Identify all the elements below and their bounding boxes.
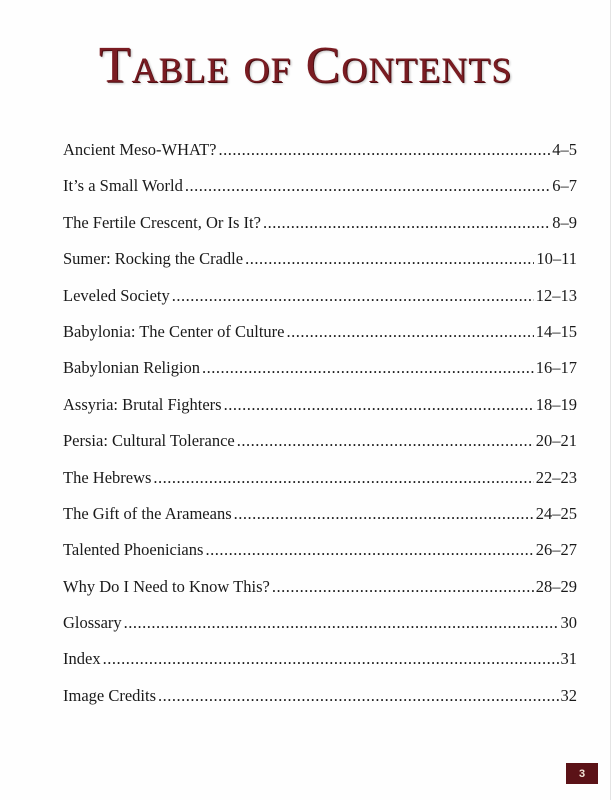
toc-entry-title: The Fertile Crescent, Or Is It? [63, 212, 261, 232]
page-number: 3 [578, 767, 586, 780]
toc-entry [63, 431, 577, 467]
toc-dot-leader [263, 213, 550, 233]
toc-entry-pages: 30 [560, 613, 577, 633]
toc-entry-title: The Gift of the Arameans [63, 503, 232, 523]
toc-dot-leader [124, 613, 559, 633]
toc-entry-title: Why Do I Need to Know This? [63, 576, 270, 596]
toc-entry-pages: 18–19 [535, 394, 577, 414]
toc-entry-pages: 26–27 [535, 540, 577, 560]
toc-entry-pages: 16–17 [535, 358, 577, 378]
toc-entry [63, 395, 577, 431]
toc-entry-title: Assyria: Brutal Fighters [63, 394, 222, 414]
toc-entry-title: The Hebrews [63, 467, 152, 487]
toc-entry-pages: 22–23 [535, 467, 577, 487]
toc-entry-pages: 32 [560, 685, 577, 705]
toc-entry-title: It’s a Small World [63, 176, 183, 196]
toc-entry-pages: 10–11 [536, 249, 577, 269]
toc-entry-title: Index [63, 649, 101, 669]
toc-dot-leader [158, 686, 558, 706]
toc-entry [63, 322, 577, 358]
page-title: Table of Contents [98, 37, 513, 94]
toc-entry [63, 504, 577, 540]
toc-entry-title: Sumer: Rocking the Cradle [63, 249, 244, 269]
toc-entry-title: Babylonia: The Center of Culture [63, 321, 285, 341]
toc-dot-leader [272, 577, 534, 597]
toc-entry-pages: 28–29 [535, 576, 577, 596]
toc-dot-leader [245, 249, 534, 269]
page-number-badge [566, 763, 598, 784]
toc-entry-title: Ancient Meso-WHAT? [63, 140, 217, 159]
toc-entry-title: Leveled Society [63, 285, 170, 305]
toc-entry [63, 686, 577, 722]
toc-dot-leader [202, 358, 534, 378]
toc-entry-pages: 31 [560, 649, 577, 669]
toc-entry [63, 649, 577, 685]
toc-entry [63, 613, 577, 649]
toc-entry [63, 140, 577, 176]
toc-entry-pages: 4–5 [552, 140, 577, 159]
toc-entry-title: Babylonian Religion [63, 358, 201, 378]
toc-dot-leader [153, 468, 533, 488]
toc-dot-leader [103, 649, 559, 669]
toc-dot-leader [234, 504, 534, 524]
toc-entry [63, 577, 577, 613]
toc-entry-pages: 20–21 [535, 431, 577, 451]
toc-entry-title: Talented Phoenicians [63, 540, 204, 560]
toc-entry-pages: 12–13 [535, 285, 577, 305]
toc-dot-leader [185, 176, 550, 196]
toc-dot-leader [205, 540, 533, 560]
toc-entry-title: Glossary [63, 613, 122, 633]
toc-dot-leader [224, 395, 534, 415]
toc-entry [63, 540, 577, 576]
table-of-contents [63, 140, 577, 722]
toc-entry-pages: 14–15 [535, 321, 577, 341]
toc-dot-leader [237, 431, 534, 451]
toc-entry [63, 213, 577, 249]
toc-entry [63, 358, 577, 394]
toc-entry-title: Persia: Cultural Tolerance [63, 431, 235, 451]
toc-entry-pages: 6–7 [552, 176, 577, 196]
toc-dot-leader [172, 286, 534, 306]
toc-entry [63, 249, 577, 285]
toc-entry [63, 286, 577, 322]
toc-entry-title: Image Credits [63, 685, 157, 705]
toc-dot-leader [286, 322, 533, 342]
toc-dot-leader [219, 140, 551, 160]
toc-entry [63, 468, 577, 504]
toc-entry-pages: 24–25 [535, 503, 577, 523]
toc-entry [63, 176, 577, 212]
toc-entry-pages: 8–9 [552, 212, 577, 232]
